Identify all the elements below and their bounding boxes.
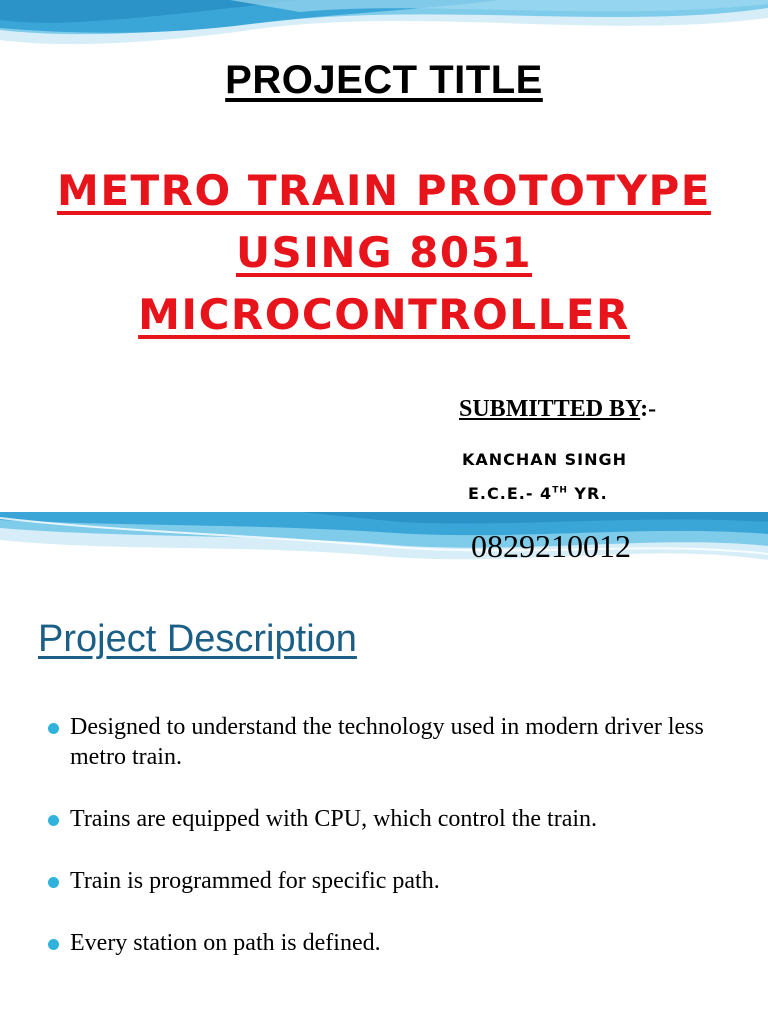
bullet-dot-icon: [48, 815, 59, 826]
bullet-dot-icon: [48, 939, 59, 950]
bullet-text: Trains are equipped with CPU, which control the train.: [70, 806, 598, 832]
description-bullet-list: [48, 712, 748, 990]
author-phone: 0829210012: [471, 528, 631, 564]
submitted-by-text: SUBMITTED BY: [459, 396, 641, 422]
title-line-2: USING 8051: [235, 228, 533, 277]
list-item: [48, 928, 748, 958]
dept-prefix: E.C.E.- 4: [468, 484, 553, 503]
submitted-by-suffix: :-: [640, 396, 657, 422]
author-name: KANCHAN SINGH: [462, 450, 628, 469]
bullet-dot-icon: [48, 723, 59, 734]
bullet-text: Designed to understand the technology used in modern driver less metro train.: [70, 714, 704, 770]
dept-suffix: YR.: [567, 484, 608, 503]
bullet-dot-icon: [48, 877, 59, 888]
author-department: [468, 484, 608, 503]
title-line-3: MICROCONTROLLER: [138, 290, 630, 339]
wave-header-decoration: [0, 512, 768, 592]
list-item: [48, 712, 748, 772]
dept-sup: TH: [552, 485, 568, 496]
list-item: [48, 804, 748, 834]
list-item: [48, 866, 748, 896]
submitted-by-label: [459, 396, 656, 423]
project-description-heading: Project Description: [38, 618, 357, 660]
title-line-1: METRO TRAIN PROTOTYPE: [57, 166, 711, 215]
bullet-text: Every station on path is defined.: [70, 930, 381, 956]
project-main-title: [20, 160, 748, 346]
project-title-heading: PROJECT TITLE: [225, 58, 543, 102]
bullet-text: Train is programmed for specific path.: [70, 868, 440, 894]
slide-description: [0, 512, 768, 1024]
